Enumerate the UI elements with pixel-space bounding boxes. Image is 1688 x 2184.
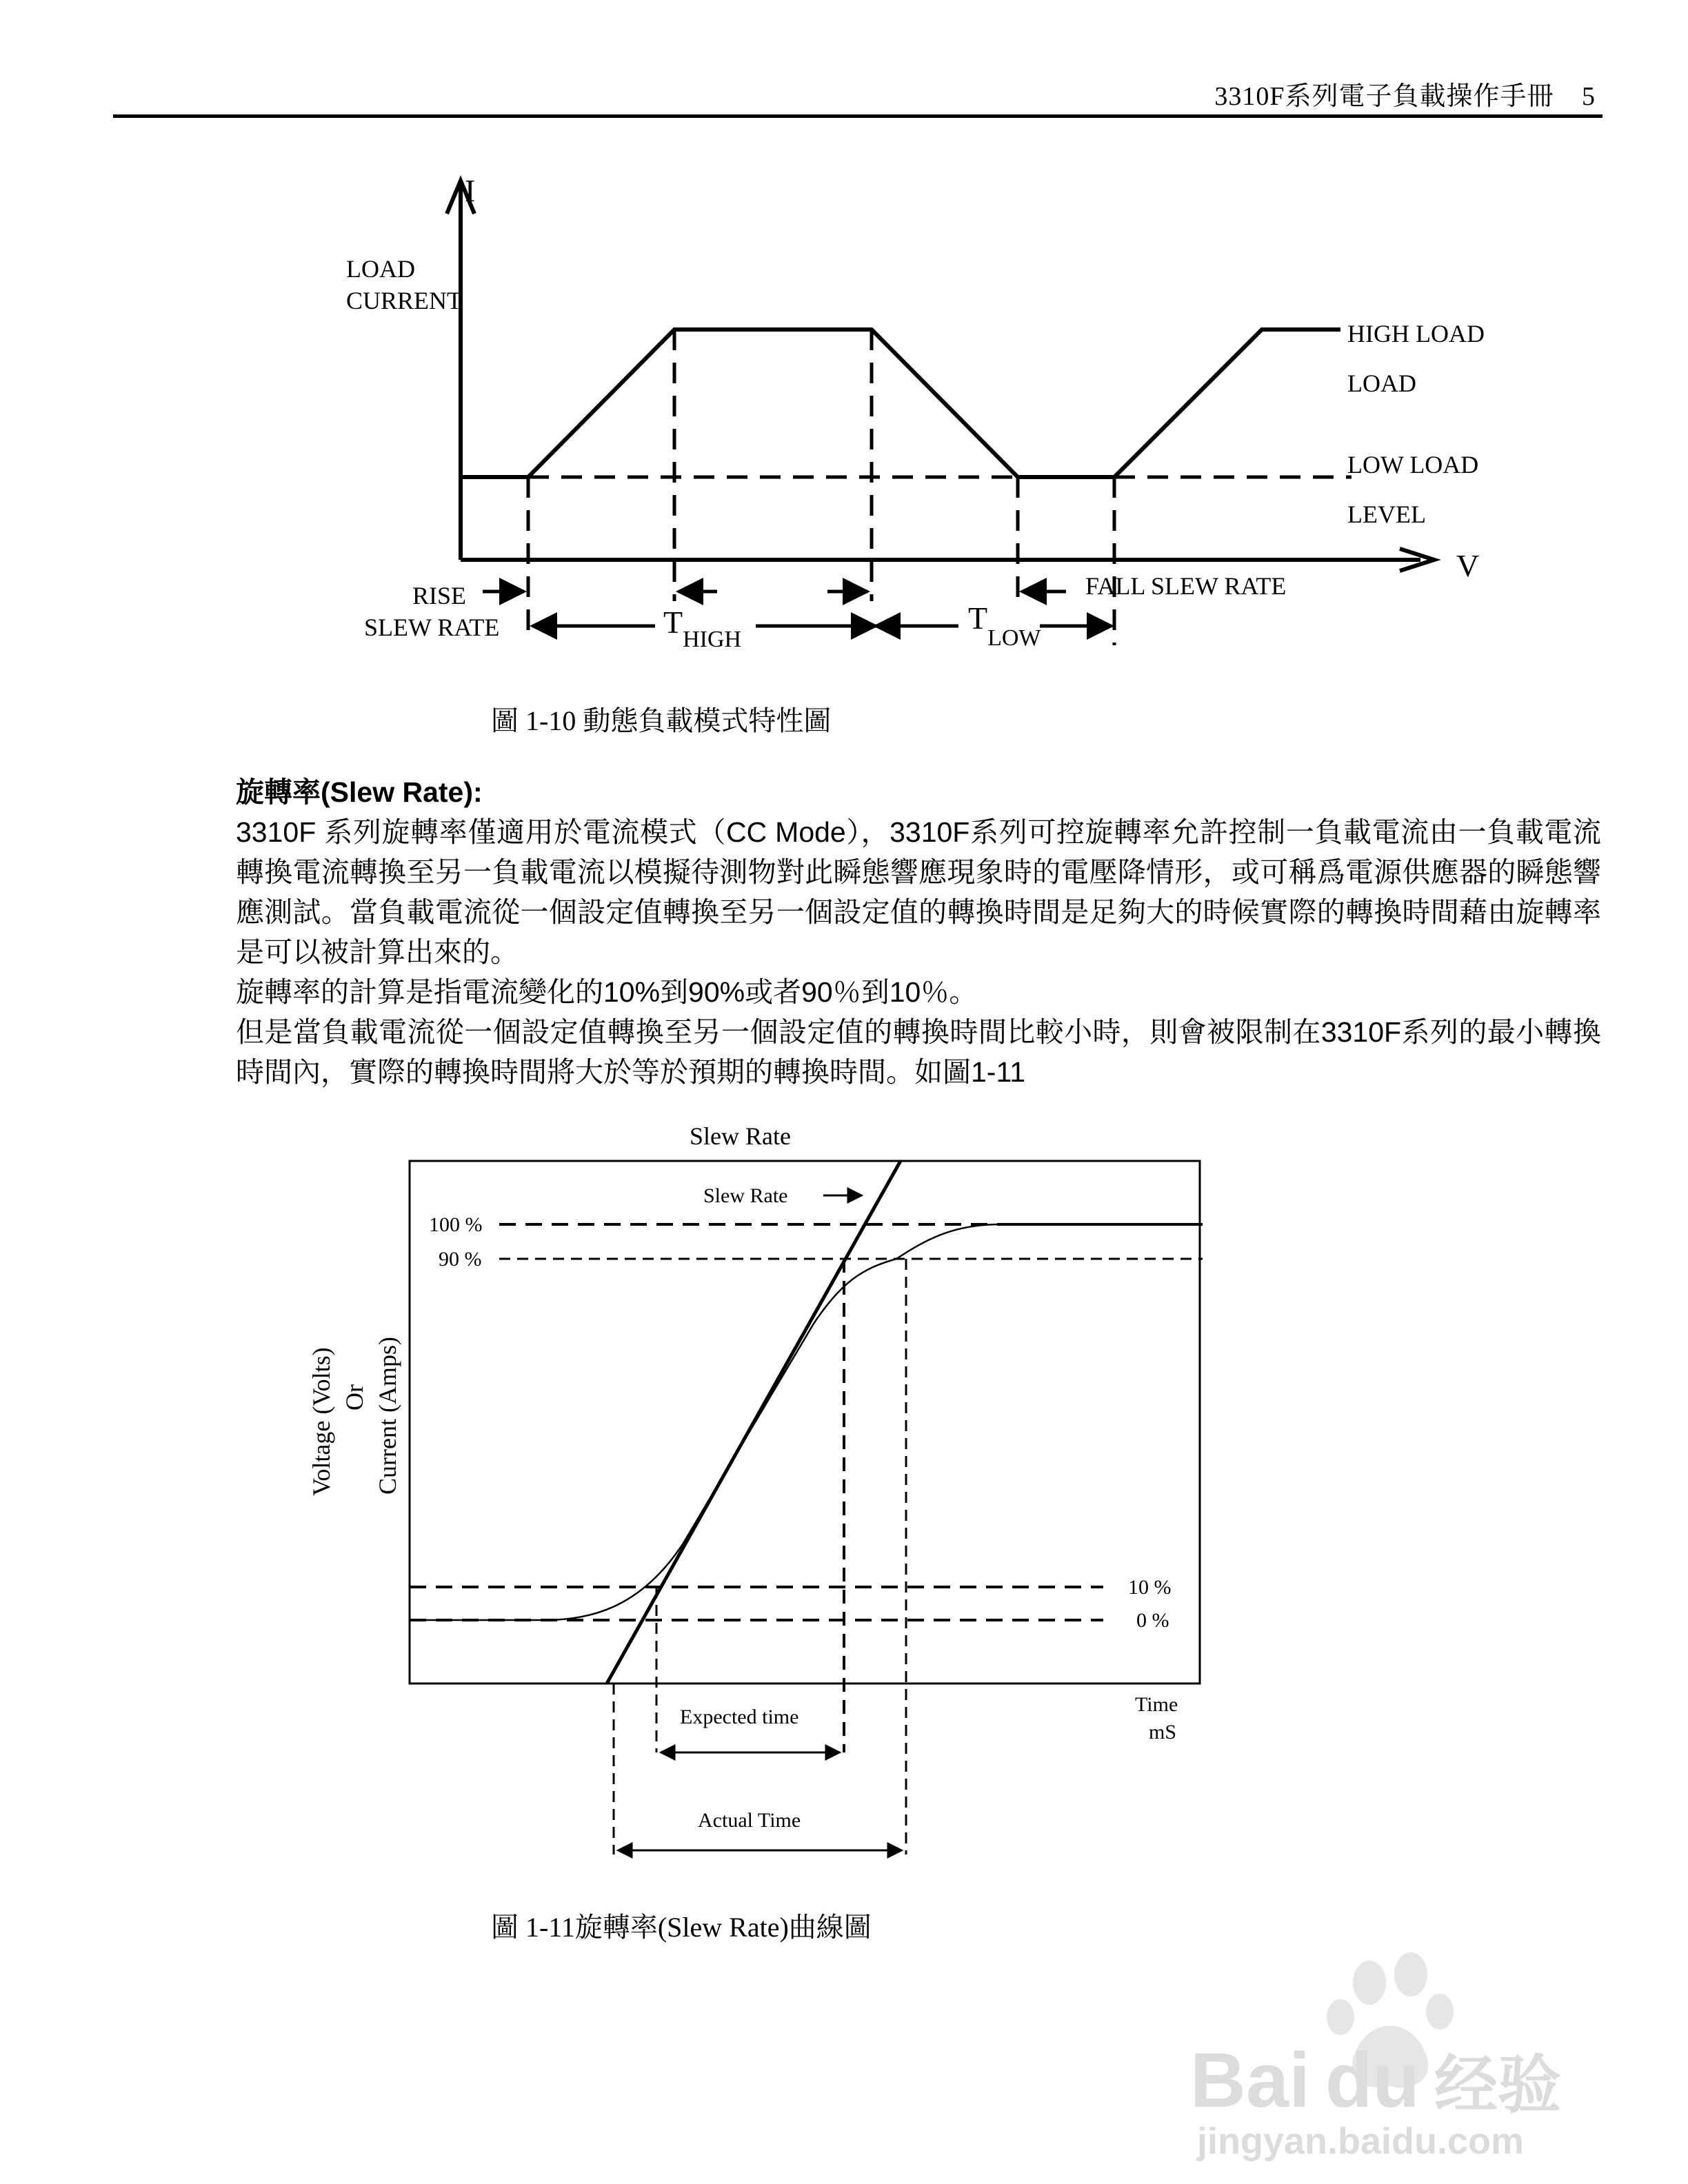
y-axis-label-3: Current (Amps) — [374, 1337, 401, 1495]
rise-label-1: RISE — [412, 582, 467, 609]
expected-time-label: Expected time — [680, 1706, 799, 1728]
level-10-label: 10 % — [1128, 1576, 1172, 1599]
paragraph-2: 旋轉率的計算是指電流變化的10%到90%或者90％到10％。 — [236, 976, 978, 1008]
actual-response-curve — [410, 1224, 1203, 1620]
slew-rate-section — [236, 772, 1601, 1092]
y-axis-label: I — [465, 173, 476, 208]
slew-rate-label: Slew Rate — [703, 1184, 788, 1207]
figure-dynamic-load — [0, 0, 1688, 689]
watermark-suffix: 经验 — [1434, 2050, 1562, 2121]
level-0-label: 0 % — [1136, 1609, 1169, 1632]
figure-slew-rate — [0, 1103, 1688, 1972]
level-90-label: 90 % — [439, 1248, 482, 1271]
load-current-label-2: CURRENT — [346, 287, 463, 314]
baidu-watermark — [1183, 1934, 1583, 2162]
plot-frame — [410, 1161, 1200, 1684]
high-load-label-2: LOAD — [1347, 370, 1416, 397]
rise-label-2: SLEW RATE — [364, 614, 500, 641]
page-number: 5 — [1582, 82, 1596, 111]
slew-rate-line — [607, 1161, 901, 1684]
figure2-caption: 圖 1-11旋轉率(Slew Rate)曲線圖 — [491, 1912, 872, 1943]
y-axis-label-1: Voltage (Volts) — [308, 1347, 335, 1496]
t-high-label: $T_{HIGH}$ — [663, 605, 742, 652]
baidu-paw-icon — [1183, 1934, 1583, 2162]
figure1-caption: 圖 1-10 動態負載模式特性圖 — [491, 705, 832, 736]
paragraph-1: 3310F 系列旋轉率僅適用於電流模式（CC Mode），3310F系列可控旋轉率允許控制一負載電流由一負載電流轉換電流轉換至另一負載電流以模擬待測物對此瞬態響應現象時的電壓降情形，或可稱爲電源供應器的瞬態響應測試。當負載電流從一個設定值轉換至另一個設定值的轉換時間是足夠大的時候實際的轉換時間藉由旋轉率是可以被計算出來的。 — [236, 816, 1601, 968]
watermark-url: jingyan.baidu.com — [1197, 2121, 1525, 2162]
t-low-label: $T_{LOW}$ — [968, 600, 1041, 651]
low-load-label-2: LEVEL — [1347, 501, 1426, 528]
fall-slew-rate-label: FALL SLEW RATE — [1085, 572, 1287, 600]
high-load-label-1: HIGH LOAD — [1347, 320, 1485, 347]
actual-time-label: Actual Time — [698, 1809, 801, 1832]
load-current-waveform — [461, 330, 1340, 477]
watermark-brand: Bai — [1190, 2037, 1311, 2123]
paragraph-3: 但是當負載電流從一個設定值轉換至另一個設定值的轉換時間比較小時，則會被限制在3310F系列的最小轉換時間內，實際的轉換時間將大於等於預期的轉換時間。如圖1-11 — [236, 1016, 1601, 1088]
watermark-brand-2: du — [1325, 2037, 1420, 2123]
y-axis-label-2: Or — [341, 1384, 368, 1410]
x-axis-label: V — [1456, 548, 1480, 583]
chart-title: Slew Rate — [690, 1122, 791, 1150]
level-100-label: 100 % — [429, 1213, 483, 1236]
time-label-2: mS — [1149, 1721, 1177, 1743]
load-current-label-1: LOAD — [346, 255, 415, 283]
running-title: 3310F系列電子負載操作手冊 — [1214, 82, 1554, 111]
section-title: 旋轉率(Slew Rate): — [236, 776, 483, 808]
time-label-1: Time — [1135, 1693, 1178, 1716]
low-load-label-1: LOW LOAD — [1347, 451, 1479, 478]
